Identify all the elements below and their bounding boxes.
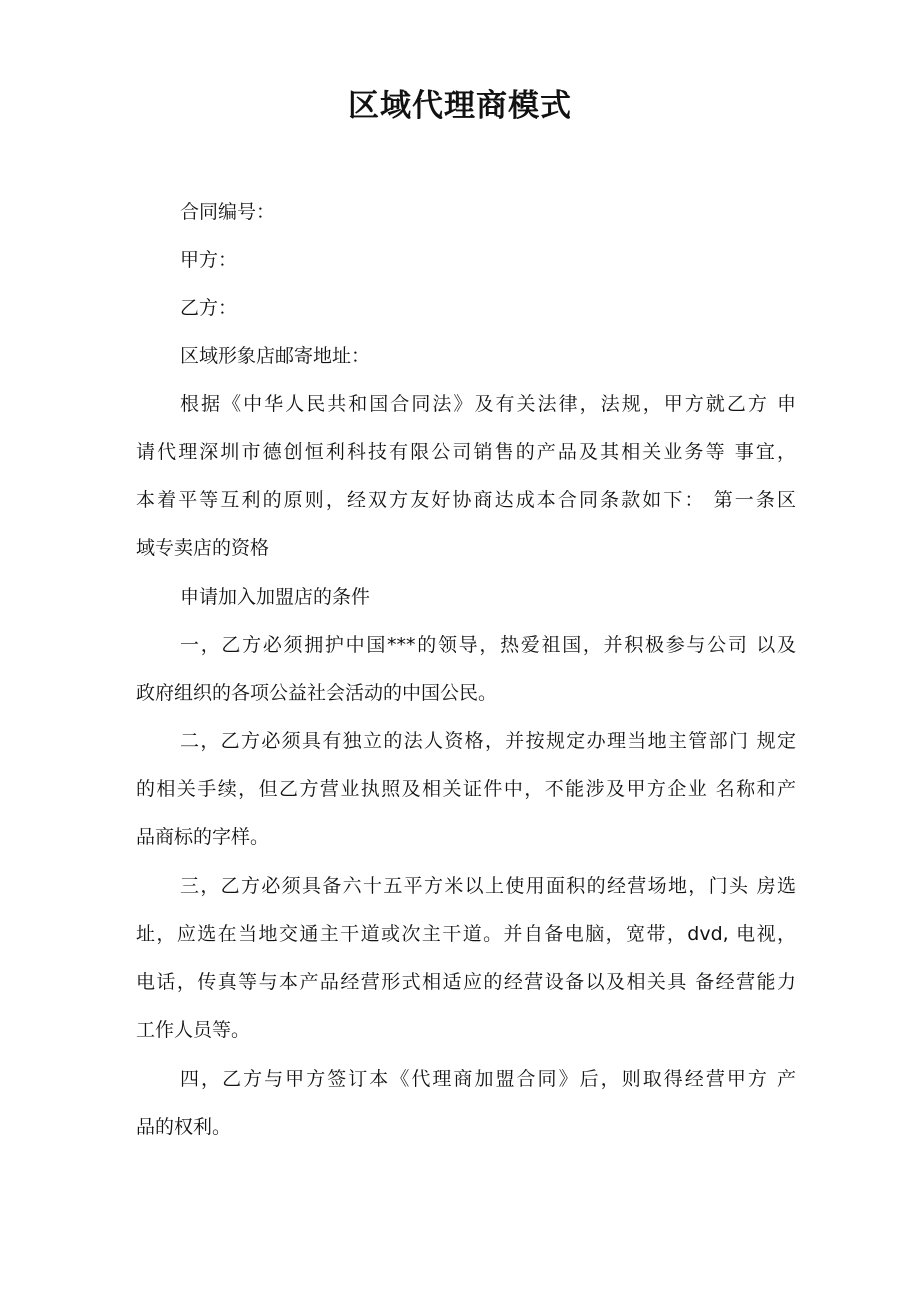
paragraph-line: 域专卖店的资格 bbox=[136, 537, 270, 559]
condition-item-1 bbox=[136, 630, 796, 726]
paragraph-line: 政府组织的各项公益社会活动的中国公民。 bbox=[136, 682, 498, 704]
paragraph-line: 的相关手续，但乙方营业执照及相关证件中，不能涉及甲方企业 名称和产 bbox=[136, 778, 796, 800]
condition-item-2 bbox=[136, 726, 796, 870]
paragraph-line: 本着平等互利的原则，经双方友好协商达成本合同条款如下： 第一条区 bbox=[136, 489, 796, 511]
condition-item-4 bbox=[136, 1064, 796, 1160]
paragraph-line: 品的权利。 bbox=[136, 1116, 232, 1138]
party-a-field: 甲方： bbox=[180, 249, 238, 271]
mailing-address-field: 区域形象店邮寄地址： bbox=[180, 345, 371, 367]
paragraph-line: 品商标的字样。 bbox=[136, 826, 270, 848]
paragraph-line: 电话，传真等与本产品经营形式相适应的经营设备以及相关具 备经营能力 bbox=[136, 971, 796, 993]
party-b-field: 乙方： bbox=[180, 297, 238, 319]
paragraph-line: 一，乙方必须拥护中国***的领导，热爱祖国，并积极参与公司 以及 bbox=[180, 634, 796, 656]
document-title: 区域代理商模式 bbox=[348, 88, 572, 124]
paragraph-line: 二，乙方必须具有独立的法人资格，并按规定办理当地主管部门 规定 bbox=[180, 730, 796, 752]
condition-item-3 bbox=[136, 871, 796, 1063]
conditions-heading: 申请加入加盟店的条件 bbox=[180, 586, 371, 608]
paragraph-line: 根据《中华人民共和国合同法》及有关法律，法规，甲方就乙方 申 bbox=[180, 393, 796, 415]
paragraph-line: 址，应选在当地交通主干道或次主干道。并自备电脑，宽带，dvd, 电视， bbox=[136, 923, 796, 945]
paragraph-line: 请代理深圳市德创恒利科技有限公司销售的产品及其相关业务等 事宜， bbox=[136, 441, 796, 463]
intro-paragraph bbox=[136, 389, 796, 581]
paragraph-line: 工作人员等。 bbox=[136, 1019, 251, 1041]
contract-number-field: 合同编号： bbox=[180, 201, 276, 223]
paragraph-line: 三，乙方必须具备六十五平方米以上使用面积的经营场地，门头 房选 bbox=[180, 875, 796, 897]
paragraph-line: 四，乙方与甲方签订本《代理商加盟合同》后，则取得经营甲方 产 bbox=[180, 1068, 796, 1090]
